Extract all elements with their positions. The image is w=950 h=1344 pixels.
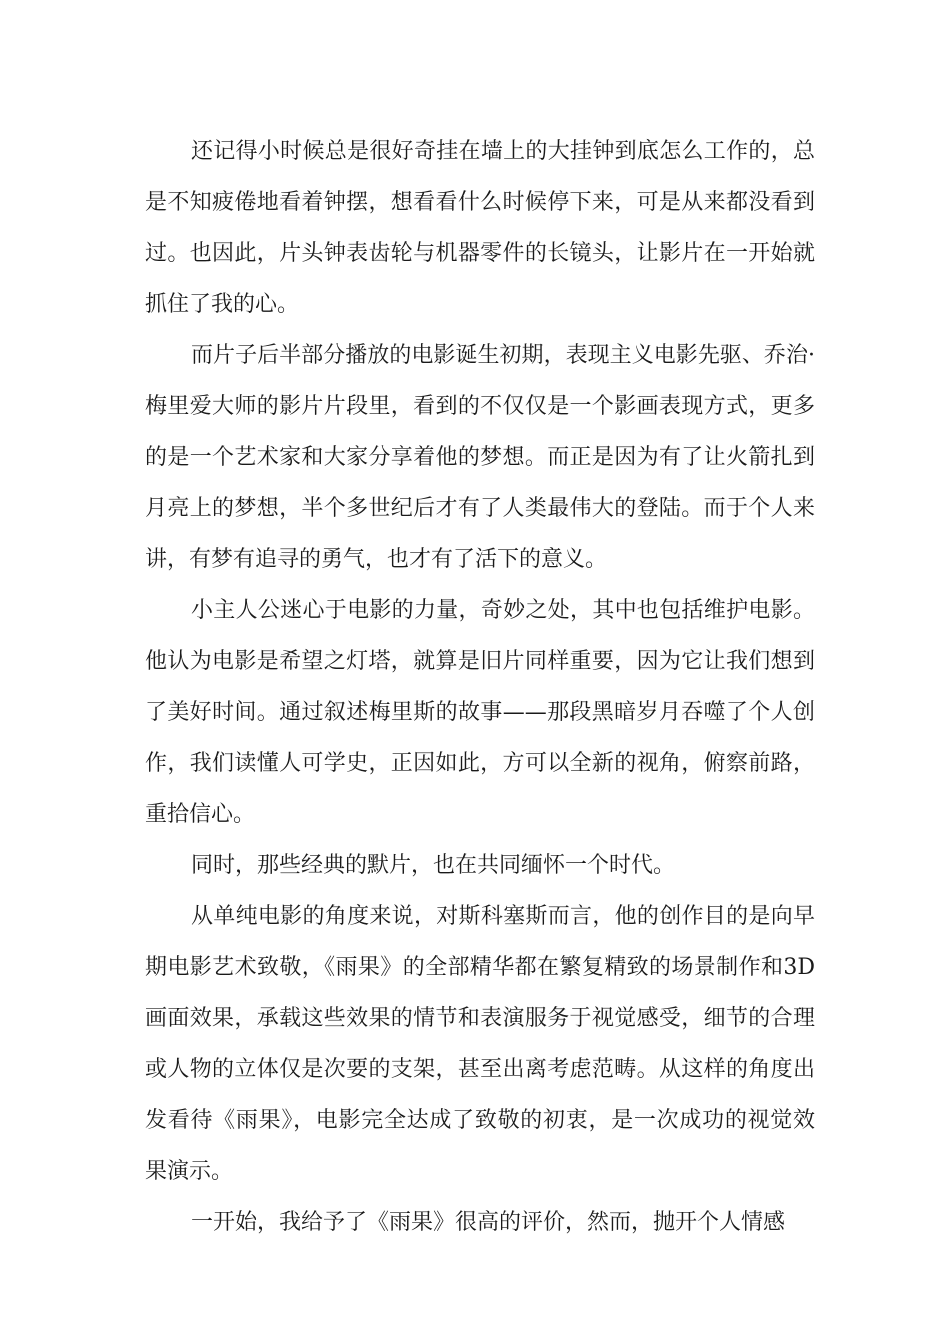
paragraph-silent-films: 同时，那些经典的默片，也在共同缅怀一个时代。	[191, 853, 676, 878]
paragraph-scorsese-tribute: 从单纯电影的角度来说，对斯科塞斯而言，他的创作目的是向早期电影艺术致敬，《雨果》的全部精华都在繁复精致的场景制作和3D画面效果，承载这些效果的情节和表演服务于视觉感受，细节的合理或人物的立体仅是次要的支架，甚至出离考虑范畴。从这样的角度出发看待《雨果》，电影完全达成了致敬的初衷，是一次成功的视觉效果演示。	[145, 904, 815, 1184]
paragraph-power-of-film: 小主人公迷心于电影的力量，奇妙之处，其中也包括维护电影。他认为电影是希望之灯塔，就算是旧片同样重要，因为它让我们想到了美好时间。通过叙述梅里斯的故事——那段黑暗岁月吞噬了个人创作，我们读懂人可学史，正因如此，方可以全新的视角，俯察前路，重拾信心。	[145, 598, 815, 827]
paragraph-evaluation: 一开始，我给予了《雨果》很高的评价，然而，抛开个人情感	[191, 1210, 786, 1235]
paragraph-melies-dream: 而片子后半部分播放的电影诞生初期，表现主义电影先驱、乔治·梅里爱大师的影片片段里，看到的不仅仅是一个影画表现方式，更多的是一个艺术家和大家分享着他的梦想。而正是因为有了让火箭扎到月亮上的梦想，半个多世纪后才有了人类最伟大的登陆。而于个人来讲，有梦有追寻的勇气，也才有了活下的意义。	[145, 343, 815, 572]
document-body	[145, 126, 815, 1248]
paragraph-clock-memory: 还记得小时候总是很好奇挂在墙上的大挂钟到底怎么工作的，总是不知疲倦地看着钟摆，想看看什么时候停下来，可是从来都没看到过。也因此，片头钟表齿轮与机器零件的长镜头，让影片在一开始就抓住了我的心。	[145, 139, 815, 317]
